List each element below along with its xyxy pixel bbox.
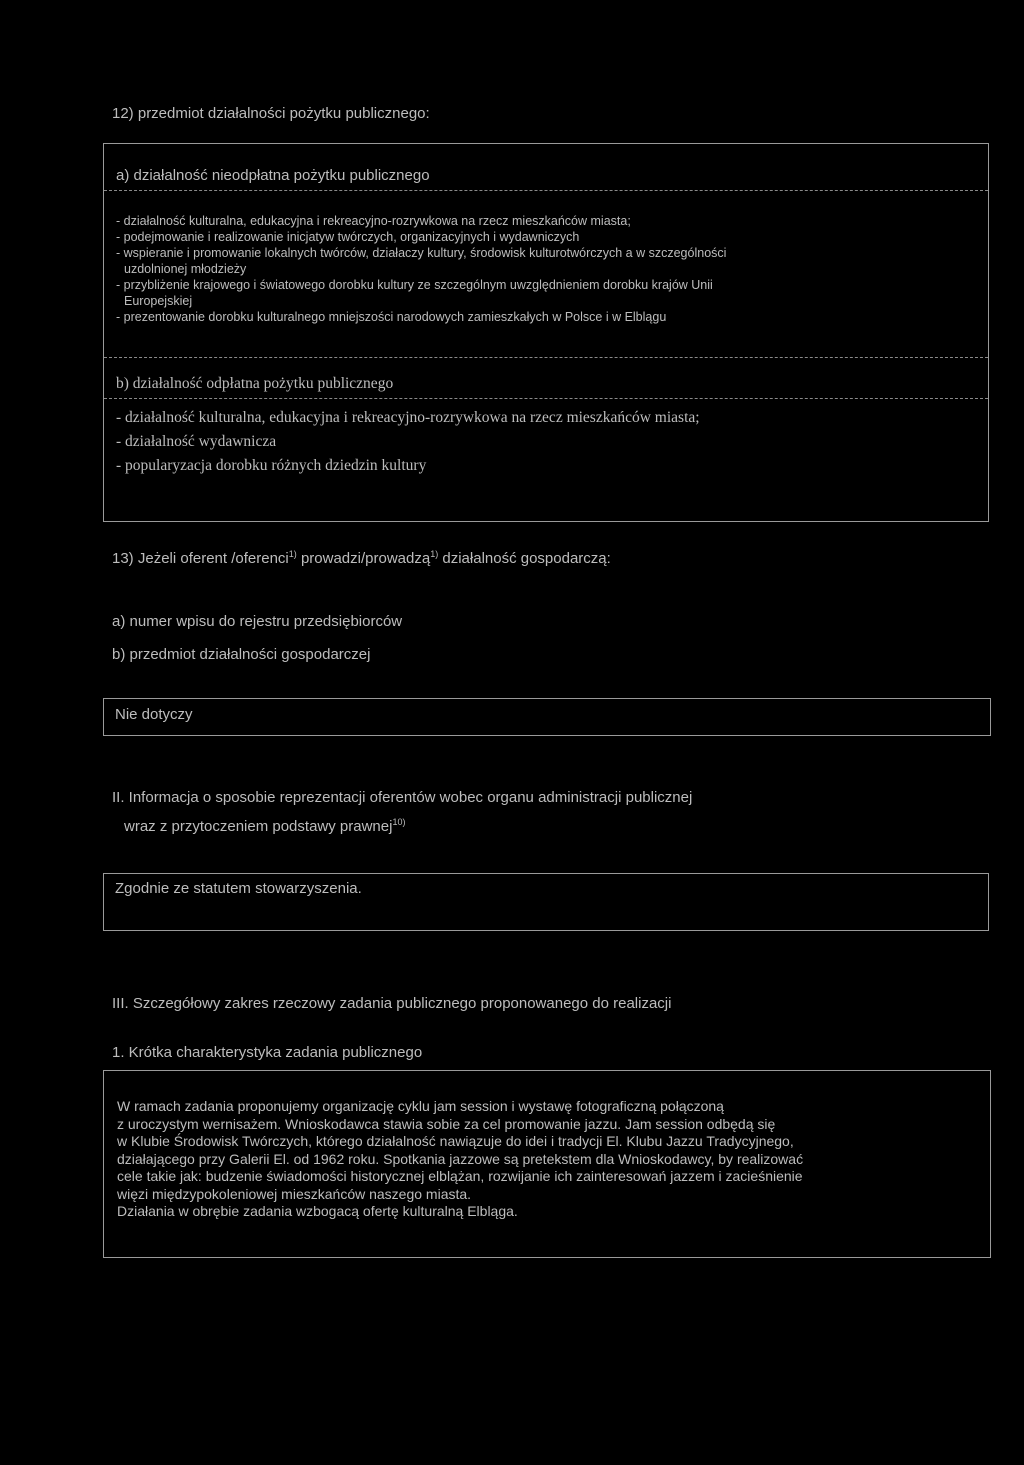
- section-13a-label: a) numer wpisu do rejestru przedsiębiorców: [112, 613, 403, 630]
- section-3-subheading: 1. Krótka charakterystyka zadania publicznego: [112, 1044, 423, 1061]
- section-12a-heading: a) działalność nieodpłatna pożytku publicznego: [116, 167, 430, 184]
- section-13-heading: 13) Jeżeli oferent /oferenci$^{1)}$ prowadzi/prowadzą$^{1)}$ działalność gospodarczą:: [112, 549, 611, 567]
- section-12a-list: [116, 213, 726, 325]
- list-item: - podejmowanie i realizowanie inicjatyw twórczych, organizacyjnych i wydawniczych: [116, 230, 580, 244]
- section-12b-heading: b) działalność odpłatna pożytku publicznego: [116, 375, 394, 392]
- section-12b-list: [116, 406, 700, 478]
- list-item: - działalność kulturalna, edukacyjna i rekreacyjno-rozrywkowa na rzecz mieszkańców miasta;: [116, 409, 700, 426]
- paragraph-line: w Klubie Środowisk Twórczych, którego działalność nawiązuje do idei i tradycji El. Klubu Jazzu Tradycyjnego,: [117, 1133, 794, 1149]
- list-item: - przybliżenie krajowego i światowego dorobku kultury ze szczególnym uwzględnieniem dorobku krajów Unii: [116, 278, 713, 292]
- paragraph-line: działającego przy Galerii El. od 1962 roku. Spotkania jazzowe są pretekstem dla Wnioskodawcy, by realizować: [117, 1150, 804, 1167]
- divider: [104, 190, 988, 191]
- list-item: - popularyzacja dorobku różnych dziedzin kultury: [116, 457, 427, 474]
- paragraph-line: Działania w obrębie zadania wzbogacą ofertę kulturalną Elbląga.: [117, 1203, 518, 1219]
- divider: [104, 398, 988, 399]
- section-2-heading-line1: II. Informacja o sposobie reprezentacji oferentów wobec organu administracji publicznej: [112, 789, 693, 806]
- paragraph-line: więzi międzypokoleniowej mieszkańców naszego miasta.: [117, 1185, 472, 1202]
- divider: [104, 357, 988, 358]
- section-13-box: [103, 698, 991, 736]
- list-item: - działalność wydawnicza: [116, 433, 277, 450]
- paragraph-line: W ramach zadania proponujemy organizację cyklu jam session i wystawę fotograficzną połączoną: [117, 1098, 724, 1114]
- section-12-heading: 12) przedmiot działalności pożytku publicznego:: [112, 105, 430, 122]
- section-3-heading: III. Szczegółowy zakres rzeczowy zadania publicznego proponowanego do realizacji: [112, 995, 672, 1012]
- section-13b-label: b) przedmiot działalności gospodarczej: [112, 646, 371, 663]
- list-item: - prezentowanie dorobku kulturalnego mniejszości narodowych zamieszkałych w Polsce i w Elblągu: [116, 310, 667, 324]
- section-2-heading-line2: wraz z przytoczeniem podstawy prawnej$^{10)}$: [124, 817, 406, 835]
- list-item: - działalność kulturalna, edukacyjna i rekreacyjno-rozrywkowa na rzecz mieszkańców miasta;: [116, 214, 631, 228]
- paragraph-line: z uroczystym wernisażem. Wnioskodawca stawia sobie za cel promowanie jazzu. Jam session odbędą się: [117, 1115, 776, 1132]
- section-3-paragraph: [117, 1098, 803, 1221]
- list-item: uzdolnionej młodzieży: [124, 262, 247, 276]
- section-13-value: Nie dotyczy: [115, 706, 193, 723]
- list-item: Europejskiej: [124, 294, 193, 308]
- list-item: - wspieranie i promowanie lokalnych twórców, działaczy kultury, środowisk kulturotwórczych a w szczególności: [116, 246, 727, 260]
- section-2-value: Zgodnie ze statutem stowarzyszenia.: [115, 880, 362, 897]
- paragraph-line: cele takie jak: budzenie świadomości historycznej elblążan, rozwijanie ich zainteresowań jazzem i zacieśnienie: [117, 1168, 803, 1184]
